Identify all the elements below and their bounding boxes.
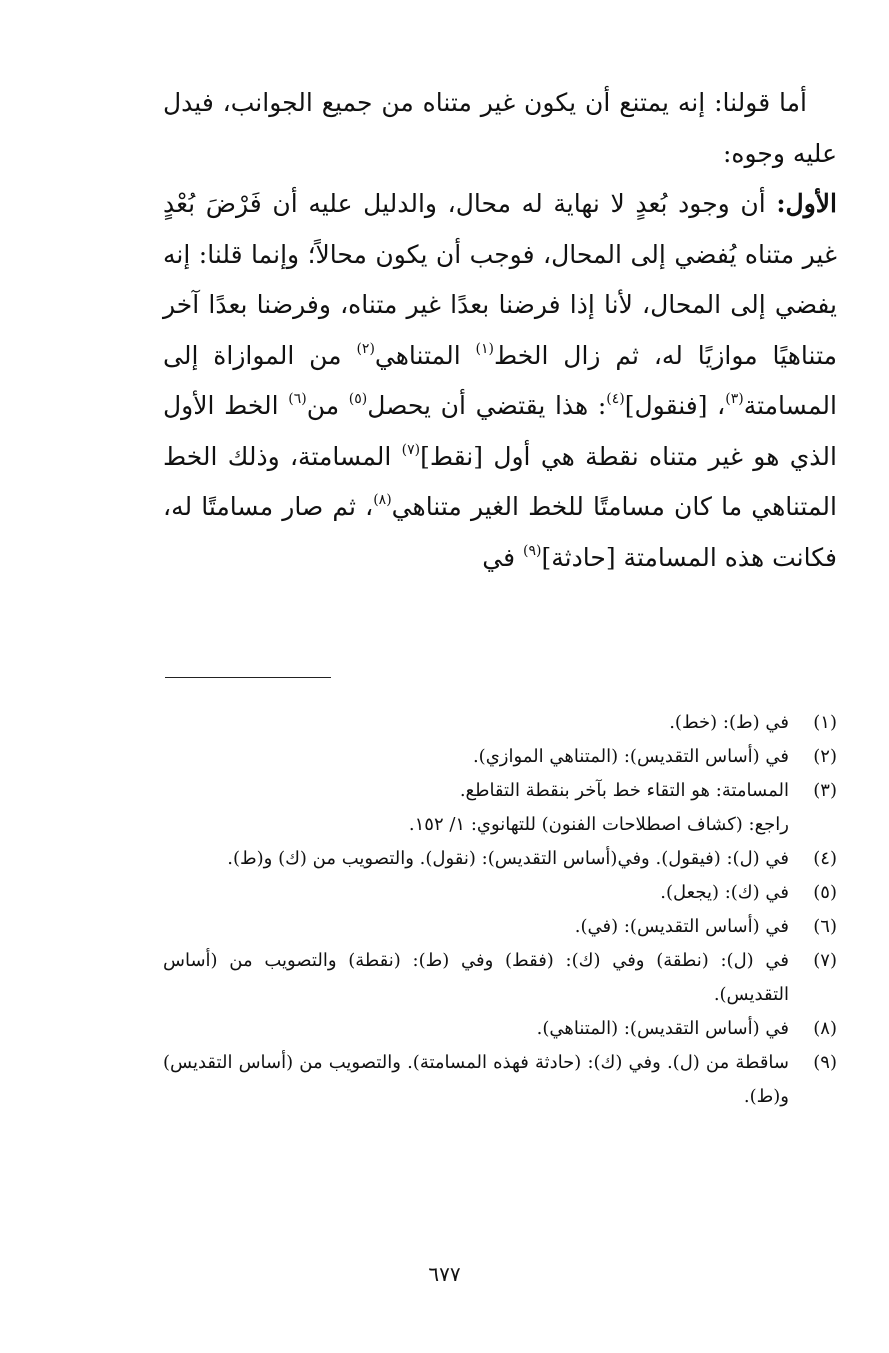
text-run: ، [فنقول]: [624, 391, 726, 420]
footnote-number: (١): [813, 712, 837, 733]
footnote-ref[interactable]: (٥): [348, 391, 368, 407]
text-run: المسامتة، وذلك الخط المتناهي ما كان مسامتًا للخط الغير متناهي: [163, 441, 837, 521]
footnotes-section: [163, 706, 837, 1114]
text-run: : هذا يقتضي أن يحصل: [367, 391, 607, 420]
footnote-item: [163, 740, 837, 774]
footnote-item-continuation: [163, 808, 837, 842]
footnote-item: [163, 910, 837, 944]
footnote-number: (٦): [813, 916, 837, 937]
text-run: من: [306, 391, 349, 420]
footnote-text: في (أساس التقديس): (في).: [574, 916, 789, 937]
footnote-number: (٧): [813, 950, 837, 971]
footnote-text: في (ل): (فيقول). وفي(أساس التقديس): (نقول). والتصويب من (ك) و(ط).: [227, 848, 789, 869]
footnote-ref[interactable]: (٦): [288, 391, 307, 407]
footnote-text: في (ط): (خط).: [669, 712, 789, 733]
footnote-number: (٢): [813, 746, 837, 767]
footnote-number: (٨): [813, 1018, 837, 1039]
footnote-item: [163, 774, 837, 808]
main-text-body: [163, 78, 837, 583]
footnote-text: في (أساس التقديس): (المتناهي الموازي).: [472, 746, 789, 767]
text-run: أن وجود بُعدٍ لا نهاية له محال، والدليل عليه أن فَرْضَ بُعْدٍ غير متناه يُفضي إلى المحال، فوجب أن يكون محالاً؛ وإنما قلنا: إنه يفضي إلى المحال، لأنا إذا فرضنا بعدًا غير متناه، وفرضنا بعدًا آخر متناهيًا موازيًا له، ثم زال الخط: [163, 189, 838, 370]
footnote-item: [163, 876, 837, 910]
footnote-item: [163, 944, 837, 1012]
text-run: الخط الأول الذي هو غير متناه نقطة هي أول [نقط]: [163, 391, 837, 471]
footnote-number: (٥): [813, 882, 837, 903]
text-run: من الموازاة إلى المسامتة: [163, 340, 837, 420]
footnote-ref[interactable]: (٢): [356, 340, 375, 357]
page-number: ٦٧٧: [428, 1262, 461, 1286]
paragraph-lead-label: الأول:: [776, 189, 837, 218]
footnote-number: (٣): [813, 780, 837, 801]
footnote-ref[interactable]: (٨): [373, 492, 392, 508]
footnote-text: المسامتة: هو التقاء خط بآخر بنقطة التقاطع.: [459, 780, 789, 801]
footnote-item: [163, 1046, 837, 1114]
footnote-text: ساقطة من (ل). وفي (ك): (حادثة فهذه المسامتة). والتصويب من (أساس التقديس) و(ط).: [163, 1052, 789, 1107]
paragraph-first-argument: [163, 179, 837, 583]
footnote-ref[interactable]: (٩): [523, 542, 542, 559]
footnote-ref[interactable]: (٧): [401, 441, 421, 458]
footnote-text: في (أساس التقديس): (المتناهي).: [536, 1018, 789, 1039]
paragraph-intro: أما قولنا: إنه يمتنع أن يكون غير متناه من جميع الجوانب، فيدل عليه وجوه:: [163, 88, 837, 168]
footnote-number: (٤): [813, 848, 837, 869]
footnote-number: (٩): [813, 1052, 837, 1073]
footnote-text: في (ل): (نطقة) وفي (ك): (فقط) وفي (ط): (نقطة) والتصويب من (أساس التقديس).: [163, 950, 789, 1005]
text-run: ، ثم صار مسامتًا له، فكانت هذه المسامتة [حادثة]: [163, 492, 837, 572]
footnote-text: راجع: (كشاف اصطلاحات الفنون) للتهانوي: ١/ ١٥٢.: [408, 814, 789, 835]
footnote-ref[interactable]: (١): [475, 340, 494, 357]
footnote-ref[interactable]: (٣): [725, 391, 744, 407]
footnote-ref[interactable]: (٤): [606, 391, 625, 407]
text-run: في: [482, 542, 524, 572]
footnote-item: [163, 842, 837, 876]
footnote-text: في (ك): (يجعل).: [660, 882, 789, 903]
footnote-item: [163, 1012, 837, 1046]
text-run: المتناهي: [374, 340, 476, 370]
footnote-separator: [165, 677, 331, 678]
footnote-item: [163, 706, 837, 740]
